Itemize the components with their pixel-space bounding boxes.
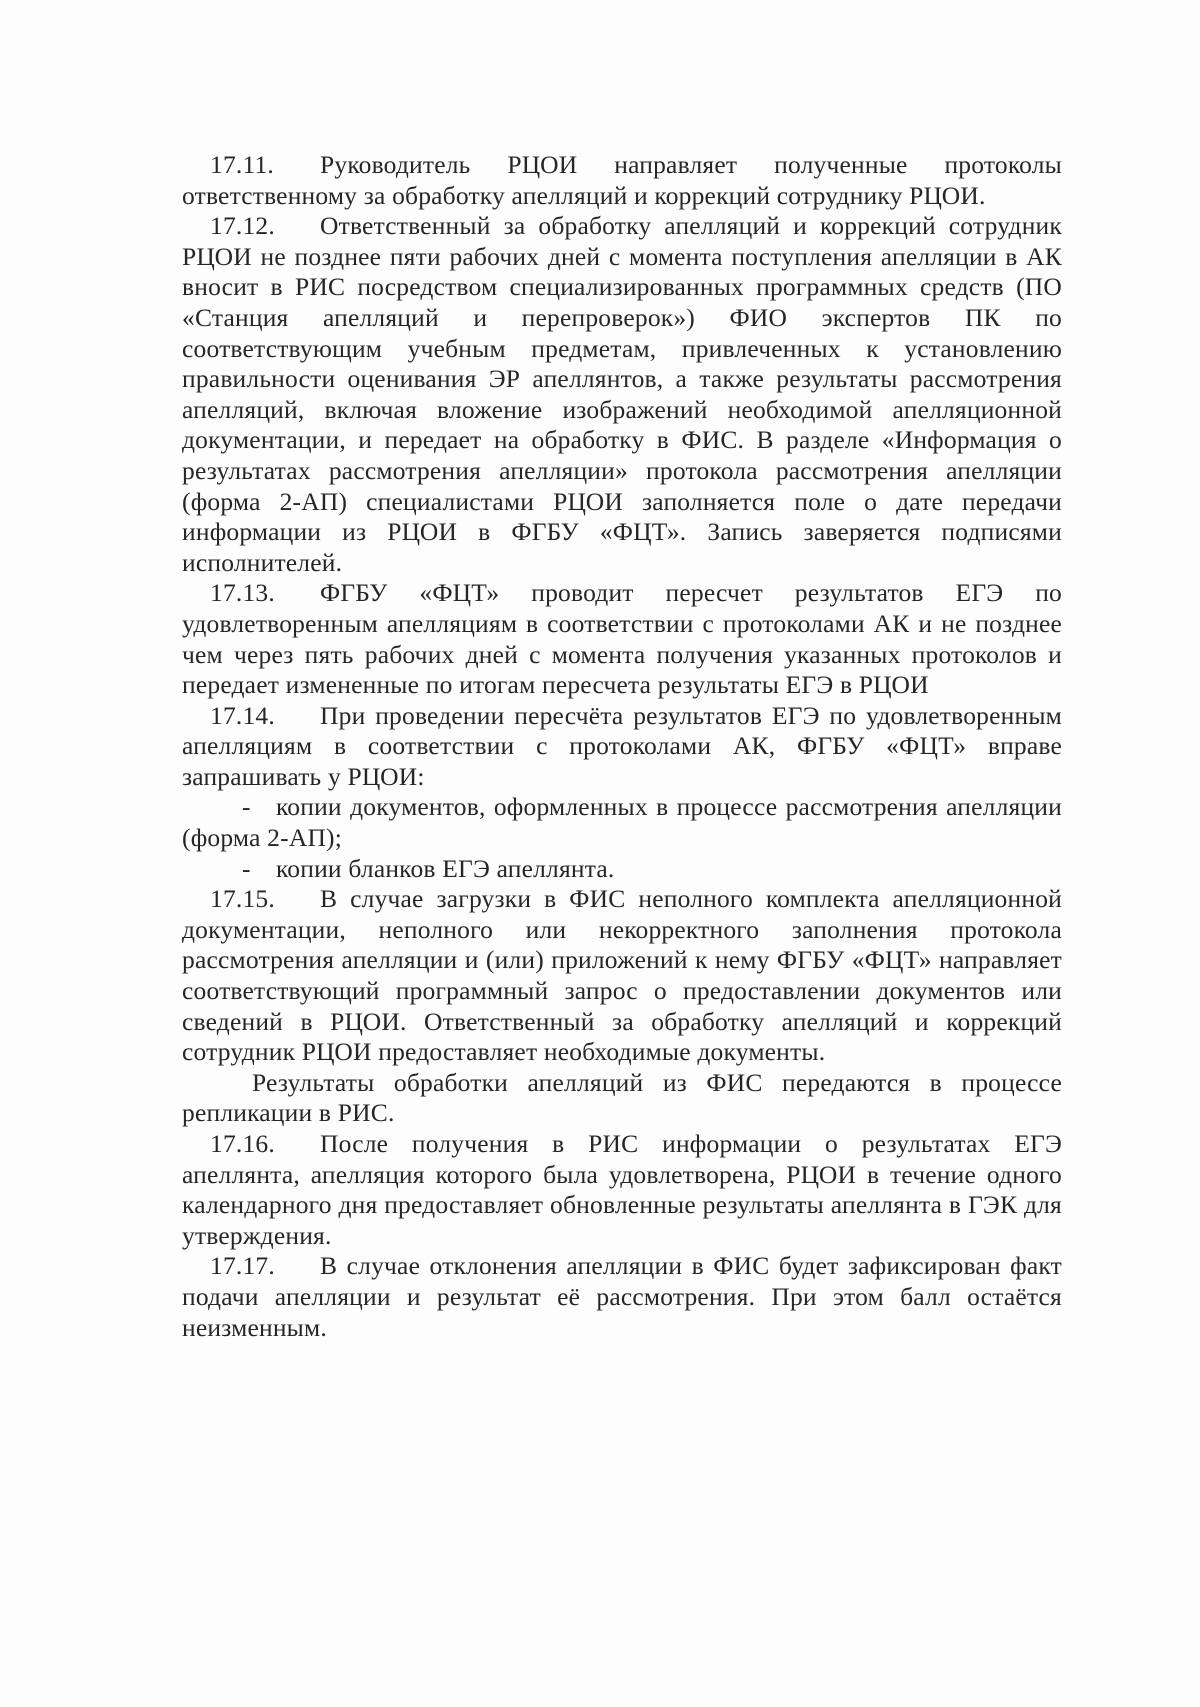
paragraph-17-17 [182,1251,1062,1343]
paragraph-17-11 [182,150,1062,211]
paragraph-number: 17.17. [210,1251,275,1281]
bullet-item [182,792,1062,853]
bullet-text: копии бланков ЕГЭ апеллянта. [276,853,615,883]
paragraph-text: ФГБУ «ФЦТ» проводит пересчет результатов ЕГЭ по удовлетворенным апелляциям в соответствии с протоколами АК и не позднее чем через пять рабочих дней с момента получения указанных протоколов и передает измененные по итогам пересчета результаты ЕГЭ в РЦОИ [182,578,1062,700]
paragraph-number: 17.11. [210,150,275,179]
paragraph-number: 17.12. [210,211,275,241]
paragraph-text: В случае отклонения апелляции в ФИС будет зафиксирован факт подачи апелляции и результат её рассмотрения. При этом балл остаётся неизменным. [182,1251,1062,1342]
paragraph-17-15 [182,884,1062,1068]
paragraph-number: 17.14. [210,700,275,730]
paragraph-text: Ответственный за обработку апелляций и коррекций сотрудник РЦОИ не позднее пяти рабочих дней с момента поступления апелляции в АК вносит в РИС посредством специализированных программных средств (ПО «Станция апелляций и перепроверок») ФИО экспертов ПК по соответствующим учебным предметам, привлеченных к установлению правильности оценивания ЭР апеллянтов, а также результаты рассмотрения апелляций, включая вложение изображений необходимой апелляционной документации, и передает на обработку в ФИС. В разделе «Информация о результатах рассмотрения апелляции» протокола рассмотрения апелляции (форма 2-АП) специалистами РЦОИ заполняется поле о дате передачи информации из РЦОИ в ФГБУ «ФЦТ». Запись заверяется подписями исполнителей. [182,211,1062,577]
paragraph-17-12 [182,211,1062,578]
paragraph-number: 17.15. [210,884,275,914]
paragraph-number: 17.16. [210,1129,275,1158]
bullet-item [182,854,1062,885]
paragraph-17-16 [182,1129,1062,1251]
bullet-marker: - [242,853,251,883]
bullet-text: копии документов, оформленных в процессе рассмотрения апелляции (форма 2-АП); [182,792,1062,853]
paragraph-text: При проведении пересчёта результатов ЕГЭ по удовлетворенным апелляциям в соответствии с протоколами АК, ФГБУ «ФЦТ» вправе запрашивать у РЦОИ: [182,700,1062,791]
paragraph-text: В случае загрузки в ФИС неполного комплекта апелляционной документации, неполного или некорректного заполнения протокола рассмотрения апелляции и (или) приложений к нему ФГБУ «ФЦТ» направляет соответствующий программный запрос о предоставлении документов или сведений в РЦОИ. Ответственный за обработку апелляций и коррекций сотрудник РЦОИ предоставляет необходимые документы. [182,884,1062,1067]
paragraph-number: 17.13. [210,578,275,608]
paragraph-17-13 [182,578,1062,700]
paragraph-text: Руководитель РЦОИ направляет полученные протоколы ответственному за обработку апелляций и коррекций сотруднику РЦОИ. [182,150,1062,210]
paragraph-replication: Результаты обработки апелляций из ФИС передаются в процессе репликации в РИС. [182,1067,1062,1128]
document-body [182,150,1062,1343]
bullet-marker: - [242,792,251,822]
paragraph-17-14 [182,701,1062,793]
paragraph-text: После получения в РИС информации о результатах ЕГЭ апеллянта, апелляция которого была удовлетворена, РЦОИ в течение одного календарного дня предоставляет обновленные результаты апеллянта в ГЭК для утверждения. [182,1129,1062,1250]
